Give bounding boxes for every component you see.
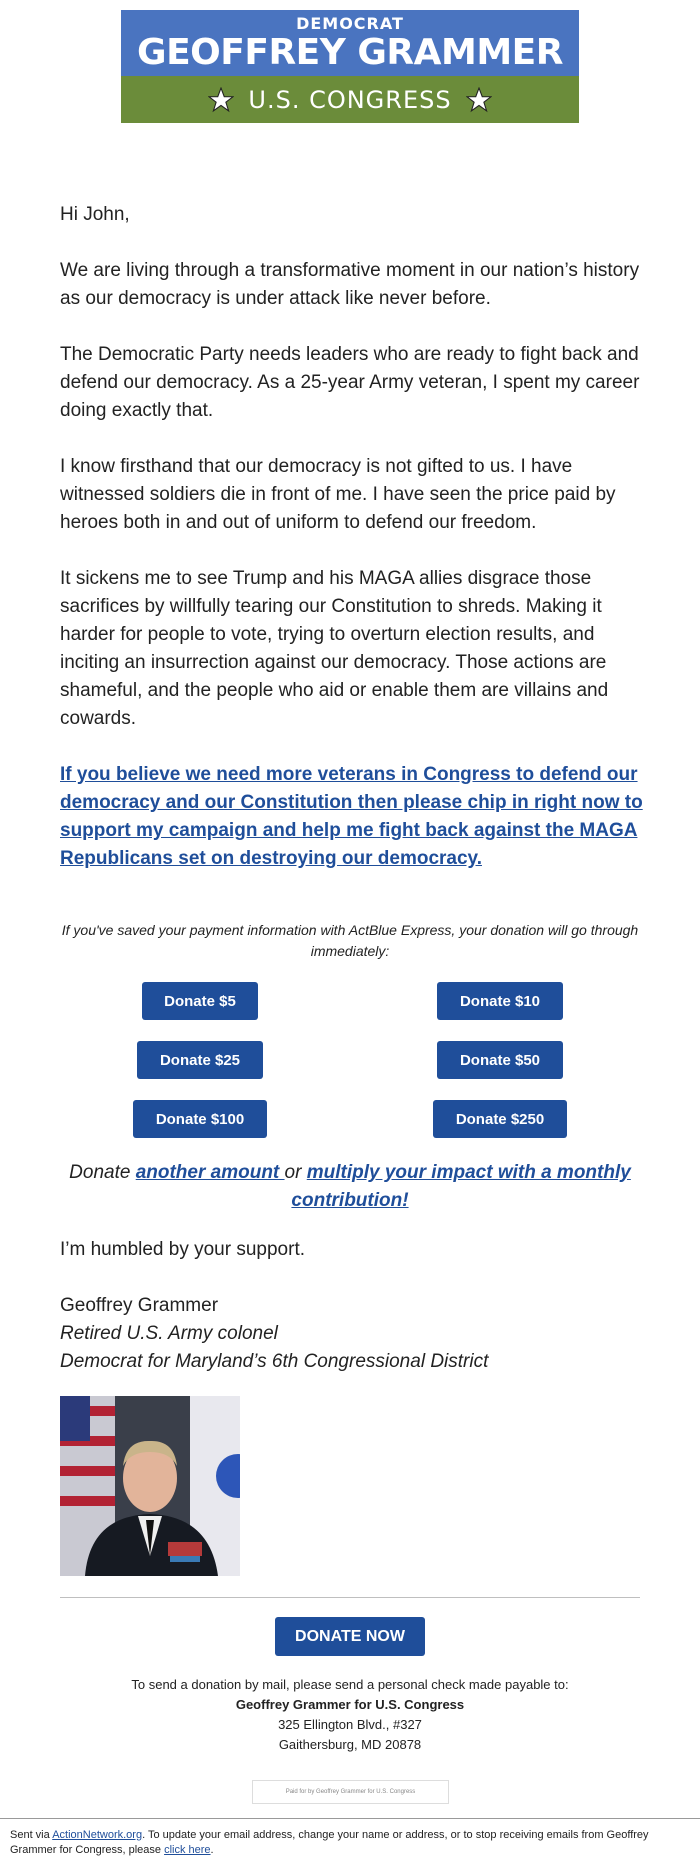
paragraph-1: We are living through a transformative moment in our nation’s history as our democracy is under attack like never before. — [60, 260, 640, 309]
logo-party: DEMOCRAT — [296, 14, 404, 33]
footer-body: . To update your email address, change your name or address, or to stop receiving emails from Geoffrey Grammer for Congress, please — [10, 1829, 649, 1856]
signature-name: Geoffrey Grammer — [60, 1295, 219, 1316]
donate-other-prefix: Donate — [69, 1162, 136, 1183]
donate-50-button[interactable]: Donate $50 — [437, 1041, 563, 1079]
mail-intro: To send a donation by mail, please send a personal check made payable to: — [131, 1677, 569, 1692]
donate-5-button[interactable]: Donate $5 — [142, 982, 258, 1020]
footer-divider — [0, 1818, 700, 1819]
paragraph-2: The Democratic Party needs leaders who are ready to fight back and defend our democracy. As a 25-year Army veteran, I spent my career doing exactly that. — [60, 344, 640, 421]
donate-250-button[interactable]: Donate $250 — [433, 1100, 567, 1138]
donate-10-button[interactable]: Donate $10 — [437, 982, 563, 1020]
logo-name: GEOFFREY GRAMMER — [137, 32, 563, 73]
star-icon — [208, 87, 234, 113]
donate-now-button[interactable]: DONATE NOW — [275, 1617, 425, 1656]
star-icon — [466, 87, 492, 113]
paragraph-4: It sickens me to see Trump and his MAGA allies disgrace those sacrifices by willfully tearing our Constitution to shreds. Making it harder for people to vote, trying to overturn election results, and inciting an insurrection against our democracy. Those actions are shameful, and the people who aid or enable them are villains and cowards. — [60, 568, 609, 729]
donate-cta-link[interactable]: If you believe we need more veterans in Congress to defend our democracy and our Constitution then please chip in right now to support my campaign and help me fight back against the MAGA Republicans set on destroying our democracy. — [60, 764, 643, 869]
signature-title-2: Democrat for Maryland’s 6th Congressional District — [60, 1351, 489, 1372]
paid-for-box: Paid for by Geoffrey Grammer for U.S. Congress — [252, 1780, 449, 1804]
actionnetwork-link[interactable]: ActionNetwork.org — [52, 1829, 143, 1841]
footer-end: . — [210, 1844, 214, 1856]
mail-payee: Geoffrey Grammer for U.S. Congress — [235, 1697, 465, 1712]
closing-line: I’m humbled by your support. — [60, 1239, 306, 1260]
footer-sent-via: Sent via — [10, 1829, 53, 1841]
footer-text — [10, 1828, 690, 1858]
actblue-express-note: If you've saved your payment information with ActBlue Express, your donation will go through immediately: — [61, 922, 639, 959]
candidate-portrait — [60, 1396, 240, 1576]
donate-other-line — [60, 1159, 640, 1215]
another-amount-link[interactable]: another amount — [135, 1162, 285, 1183]
logo-top-band — [121, 10, 579, 76]
monthly-contribution-link[interactable]: multiply your impact with a monthly contribution! — [291, 1162, 631, 1211]
donate-25-button[interactable]: Donate $25 — [137, 1041, 263, 1079]
logo-bottom-band — [121, 76, 579, 123]
portrait-image — [60, 1396, 240, 1576]
campaign-logo — [121, 10, 579, 123]
mail-city: Gaithersburg, MD 20878 — [278, 1737, 422, 1752]
logo-office: U.S. CONGRESS — [248, 85, 452, 114]
click-here-link[interactable]: click here — [164, 1844, 211, 1856]
donate-100-button[interactable]: Donate $100 — [133, 1100, 267, 1138]
signature-title-1: Retired U.S. Army colonel — [60, 1323, 278, 1344]
section-divider — [60, 1597, 640, 1598]
mail-street: 325 Ellington Blvd., #327 — [278, 1717, 422, 1732]
paragraph-3: I know firsthand that our democracy is not gifted to us. I have witnessed soldiers die in front of me. I have seen the price paid by heroes both in and out of uniform to defend our freedom. — [60, 456, 616, 533]
greeting: Hi John, — [60, 204, 130, 225]
donate-other-middle: or — [284, 1162, 307, 1183]
